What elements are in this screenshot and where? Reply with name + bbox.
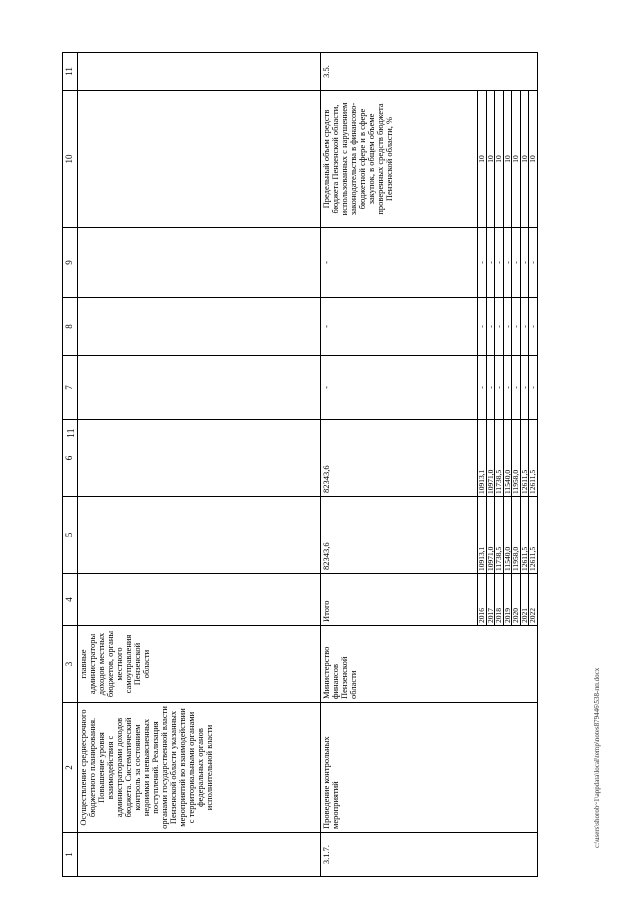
file-path-footer: c:\users\shorob~1\appdata\local\temp\notes879446\538-пп.docx — [593, 667, 601, 848]
year-regional: 10913,1 — [478, 420, 487, 497]
col-header-8: 8 — [63, 298, 78, 356]
year-col8: - — [486, 298, 495, 356]
year-regional: 10971,0 — [486, 420, 495, 497]
year-col9: - — [512, 228, 521, 298]
year-col7: - — [512, 356, 521, 420]
year-total: 10971,0 — [486, 497, 495, 574]
year-col9: - — [520, 228, 529, 298]
year-col7: - — [503, 356, 512, 420]
total-col8: - — [321, 298, 478, 356]
year-regional: 12611,5 — [529, 420, 538, 497]
total-col7: - — [321, 356, 478, 420]
col-header-5: 5 — [63, 497, 78, 574]
year-col9: - — [495, 228, 504, 298]
year-indicator: 10 — [495, 91, 504, 228]
col-header-10: 10 — [63, 91, 78, 228]
year-regional: 11540,0 — [503, 420, 512, 497]
col-header-6: 6 — [63, 420, 78, 497]
activity-description: Осуществление среднесрочного бюджетного планирования. Повышение уровня взаимодействия с администраторами доходов бюджета. Систематический контроль за состоянием недоимки и невыясненных поступлений. Реализация органами государственной власти Пензенской области указанных мероприятий во взаимодействии с территориальными органами федеральных органов исполнительной власти — [78, 703, 321, 833]
year-indicator: 10 — [486, 91, 495, 228]
col-header-1: 1 — [63, 833, 78, 877]
col-header-3: 3 — [63, 626, 78, 703]
year-col8: - — [512, 298, 521, 356]
year-total: 12611,5 — [520, 497, 529, 574]
year-col7: - — [495, 356, 504, 420]
page-number: 11 — [66, 428, 77, 438]
year-col8: - — [520, 298, 529, 356]
year-col9: - — [486, 228, 495, 298]
year-cell: 2018 — [495, 574, 504, 626]
year-col9: - — [478, 228, 487, 298]
year-col7: - — [529, 356, 538, 420]
year-regional: 11958,0 — [512, 420, 521, 497]
year-regional: 11738,5 — [495, 420, 504, 497]
year-col8: - — [503, 298, 512, 356]
year-cell: 2016 — [478, 574, 487, 626]
year-total: 11540,0 — [503, 497, 512, 574]
year-col8: - — [478, 298, 487, 356]
table-row — [321, 53, 478, 877]
indicator-description: Предельный объем средств бюджета Пензенской области, использованных с нарушением законодательства в финансово-бюджетной сфере и в сфере закупок, в общем объеме проверенных средств бюджета Пензенской области, % — [321, 91, 478, 228]
year-cell: 2022 — [529, 574, 538, 626]
year-indicator: 10 — [512, 91, 521, 228]
year-total: 11958,0 — [512, 497, 521, 574]
item-number: 3.1.7. — [321, 833, 538, 877]
year-col7: - — [478, 356, 487, 420]
activity-name: Проведение контрольных мероприятий — [321, 703, 538, 833]
total-col9: - — [321, 228, 478, 298]
year-indicator: 10 — [529, 91, 538, 228]
year-cell: 2019 — [503, 574, 512, 626]
program-table — [62, 52, 538, 877]
table-row — [78, 53, 321, 877]
indicator-ref: 3.5. — [321, 53, 538, 91]
col-header-2: 2 — [63, 703, 78, 833]
responsible-executor: главные администраторы доходов местных бюджетов, органы местного самоуправления Пензенской области — [78, 626, 321, 703]
year-indicator: 10 — [503, 91, 512, 228]
year-total: 12611,5 — [529, 497, 538, 574]
total-value: 82343,6 — [321, 497, 478, 574]
year-col8: - — [529, 298, 538, 356]
year-total: 11738,5 — [495, 497, 504, 574]
year-col7: - — [520, 356, 529, 420]
year-regional: 12611,5 — [520, 420, 529, 497]
year-cell: 2020 — [512, 574, 521, 626]
col-header-7: 7 — [63, 356, 78, 420]
year-col7: - — [486, 356, 495, 420]
year-col8: - — [495, 298, 504, 356]
year-col9: - — [529, 228, 538, 298]
col-header-4: 4 — [63, 574, 78, 626]
year-cell: 2017 — [486, 574, 495, 626]
total-regional-budget: 82343,6 — [321, 420, 478, 497]
column-number-row — [63, 53, 78, 877]
year-total: 10913,1 — [478, 497, 487, 574]
col-header-9: 9 — [63, 228, 78, 298]
year-col9: - — [503, 228, 512, 298]
responsible-executor: Министерство финансов Пензенской области — [321, 626, 538, 703]
year-indicator: 10 — [478, 91, 487, 228]
year-indicator: 10 — [520, 91, 529, 228]
total-label: Итого — [321, 574, 478, 626]
col-header-11: 11 — [63, 53, 78, 91]
year-cell: 2021 — [520, 574, 529, 626]
rotated-table-frame — [62, 53, 547, 877]
